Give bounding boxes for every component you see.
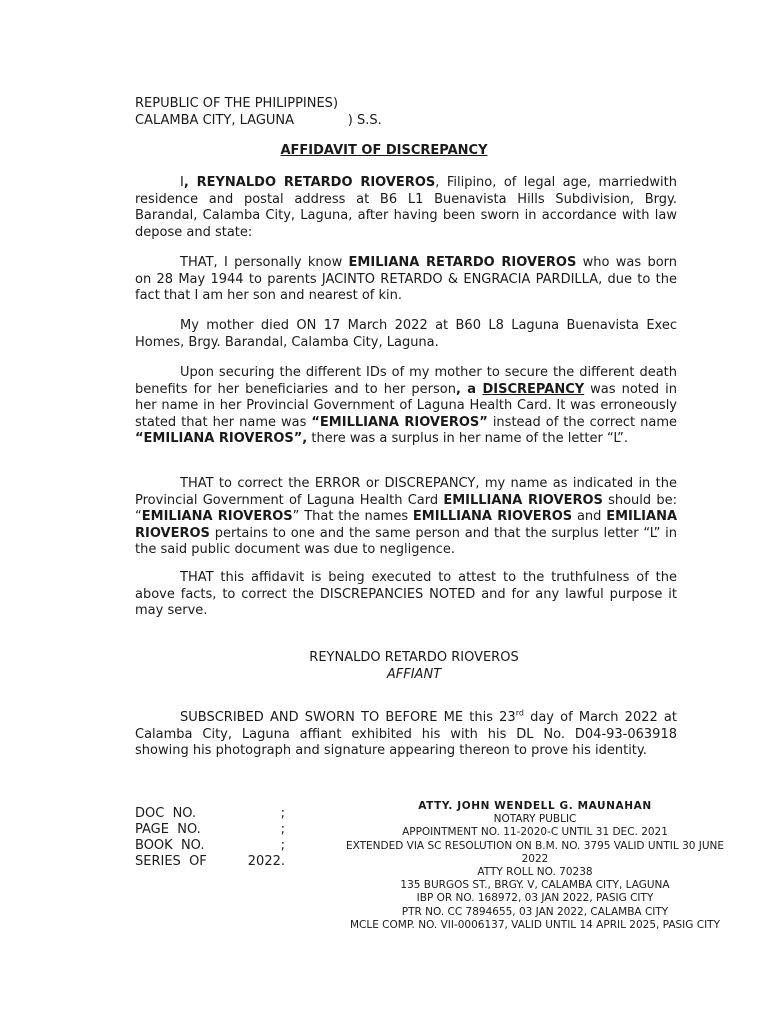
series-value: 2022. (247, 854, 285, 869)
paragraph-discrepancy (135, 365, 677, 448)
mother-name-bold: EMILIANA RETARDO RIOVEROS (348, 255, 577, 270)
paragraph-purpose (135, 570, 677, 620)
p4-text-a: Upon securing the different IDs of my mother to secure the different death benefits for her beneficiaries and to her person (135, 365, 677, 397)
p2-text-a: THAT, I personally know (180, 255, 349, 270)
venue-heading (135, 96, 382, 129)
page-no-row (135, 822, 285, 838)
p4-text-f: instead of the correct name (487, 414, 677, 430)
book-no-label: BOOK NO. (135, 838, 205, 853)
affiant-name-bold: , REYNALDO RETARDO RIOVEROS (183, 175, 436, 190)
notary-title: NOTARY PUBLIC (493, 813, 577, 826)
p5-name-2: EMILIANA RIOVEROS (141, 509, 293, 524)
p5-name-3: EMILLIANA RIOVEROS (412, 509, 573, 524)
venue-line-city: CALAMBA CITY, LAGUNA ) S.S. (135, 112, 382, 128)
p5-text-c: should be: “ (135, 492, 677, 524)
p4-text-h: there was a surplus in her name of the letter “L”. (307, 431, 629, 446)
page-no-value: ; (280, 822, 285, 837)
notary-ibp: IBP OR NO. 168972, 03 JAN 2022, PASIG CITY (416, 892, 654, 905)
series-row (135, 854, 285, 870)
jurat-text-a: SUBSCRIBED AND SWORN TO BEFORE ME this 23 (180, 710, 516, 725)
book-no-value: ; (280, 838, 285, 853)
p4-text-b: , a (455, 381, 483, 397)
paragraph-correction (135, 476, 677, 559)
paragraph-death (135, 318, 677, 351)
notary-appointment: APPOINTMENT NO. 11-2020-C UNTIL 31 DEC. 2021 (402, 826, 668, 839)
affiant-role: AFFIANT (386, 666, 442, 682)
discrepancy-word: DISCREPANCY (482, 381, 585, 397)
p2-text-c: who was born on 28 May 1944 to parents JACINTO RETARDO & ENGRACIA PARDILLA, due to the fact that I am her son and nearest of kin. (135, 255, 677, 303)
venue-line-republic: REPUBLIC OF THE PHILIPPINES) (135, 96, 339, 111)
notary-mcle: MCLE COMP. NO. VII-0006137, VALID UNTIL 14 APRIL 2025, PASIG CITY (349, 918, 721, 931)
paragraph-jurat (135, 710, 677, 760)
series-label: SERIES OF (135, 854, 207, 869)
p5-text-a: THAT to correct the ERROR or DISCREPANCY, my name as indicated in the Provincial Government of Laguna Health Card (135, 476, 677, 508)
p5-name-4: EMILIANA RIOVEROS (135, 509, 678, 541)
notary-extension: EXTENDED VIA SC RESOLUTION ON B.M. NO. 3795 VALID UNTIL 30 JUNE 2022 (345, 839, 725, 865)
notary-ptr: PTR NO. CC 7894655, 03 JAN 2022, CALAMBA CITY (401, 905, 669, 918)
affiant-signature-block (0, 650, 768, 683)
p5-text-g: and (572, 509, 607, 524)
notary-name: ATTY. JOHN WENDELL G. MAUNAHAN (418, 800, 652, 812)
doc-no-value: ; (280, 806, 285, 821)
p6-text: THAT this affidavit is being executed to attest to the truthfulness of the above facts, to correct the DISCREPANCIES NOTED and for any lawful purpose it may serve. (135, 570, 677, 618)
p1-text-c: , Filipino, of legal age, marriedwith residence and postal address at B6 L1 Buenavista Hills Subdivision, Brgy. Barandal, Calamba City, Laguna, after having been sworn in accordance with law depose and state: (135, 175, 678, 240)
p1-text-a: I (180, 175, 184, 190)
paragraph-affiant-intro (135, 175, 677, 241)
jurat-ordinal: rd (515, 708, 524, 718)
document-title: AFFIDAVIT OF DISCREPANCY (280, 143, 488, 158)
notary-address: 135 BURGOS ST., BRGY. V, CALAMBA CITY, LAGUNA (400, 879, 670, 892)
notary-block (340, 800, 730, 932)
page-no-label: PAGE NO. (135, 822, 201, 837)
p5-text-i: pertains to one and the same person and that the surplus letter “L” in the said public document was due to negligence. (135, 525, 677, 557)
doc-no-row (135, 806, 285, 822)
wrong-name-bold: “EMILLIANA RIOVEROS” (311, 414, 488, 430)
doc-no-label: DOC NO. (135, 806, 197, 821)
notarial-register-block (135, 806, 285, 870)
correct-name-bold: “EMILIANA RIOVEROS”, (135, 431, 308, 446)
p4-text-d: was noted in her name in her Provincial Government of Laguna Health Card. It was erroneously stated that her name was (135, 381, 677, 430)
p5-text-e: ” That the names (292, 509, 413, 524)
jurat-text-b: day of March 2022 at Calamba City, Laguna affiant exhibited his with his DL No. D04-93-063918 showing his photograph and signature appearing thereon to prove his identity. (135, 710, 677, 758)
paragraph-personal-knowledge (135, 255, 677, 305)
p3-text: My mother died ON 17 March 2022 at B60 L8 Laguna Buenavista Exec Homes, Brgy. Barandal, Calamba City, Laguna. (135, 318, 677, 350)
notary-roll-no: ATTY ROLL NO. 70238 (477, 866, 593, 879)
book-no-row (135, 838, 285, 854)
affiant-signature-name: REYNALDO RETARDO RIOVEROS (309, 650, 519, 665)
p5-name-1: EMILLIANA RIOVEROS (443, 492, 603, 508)
